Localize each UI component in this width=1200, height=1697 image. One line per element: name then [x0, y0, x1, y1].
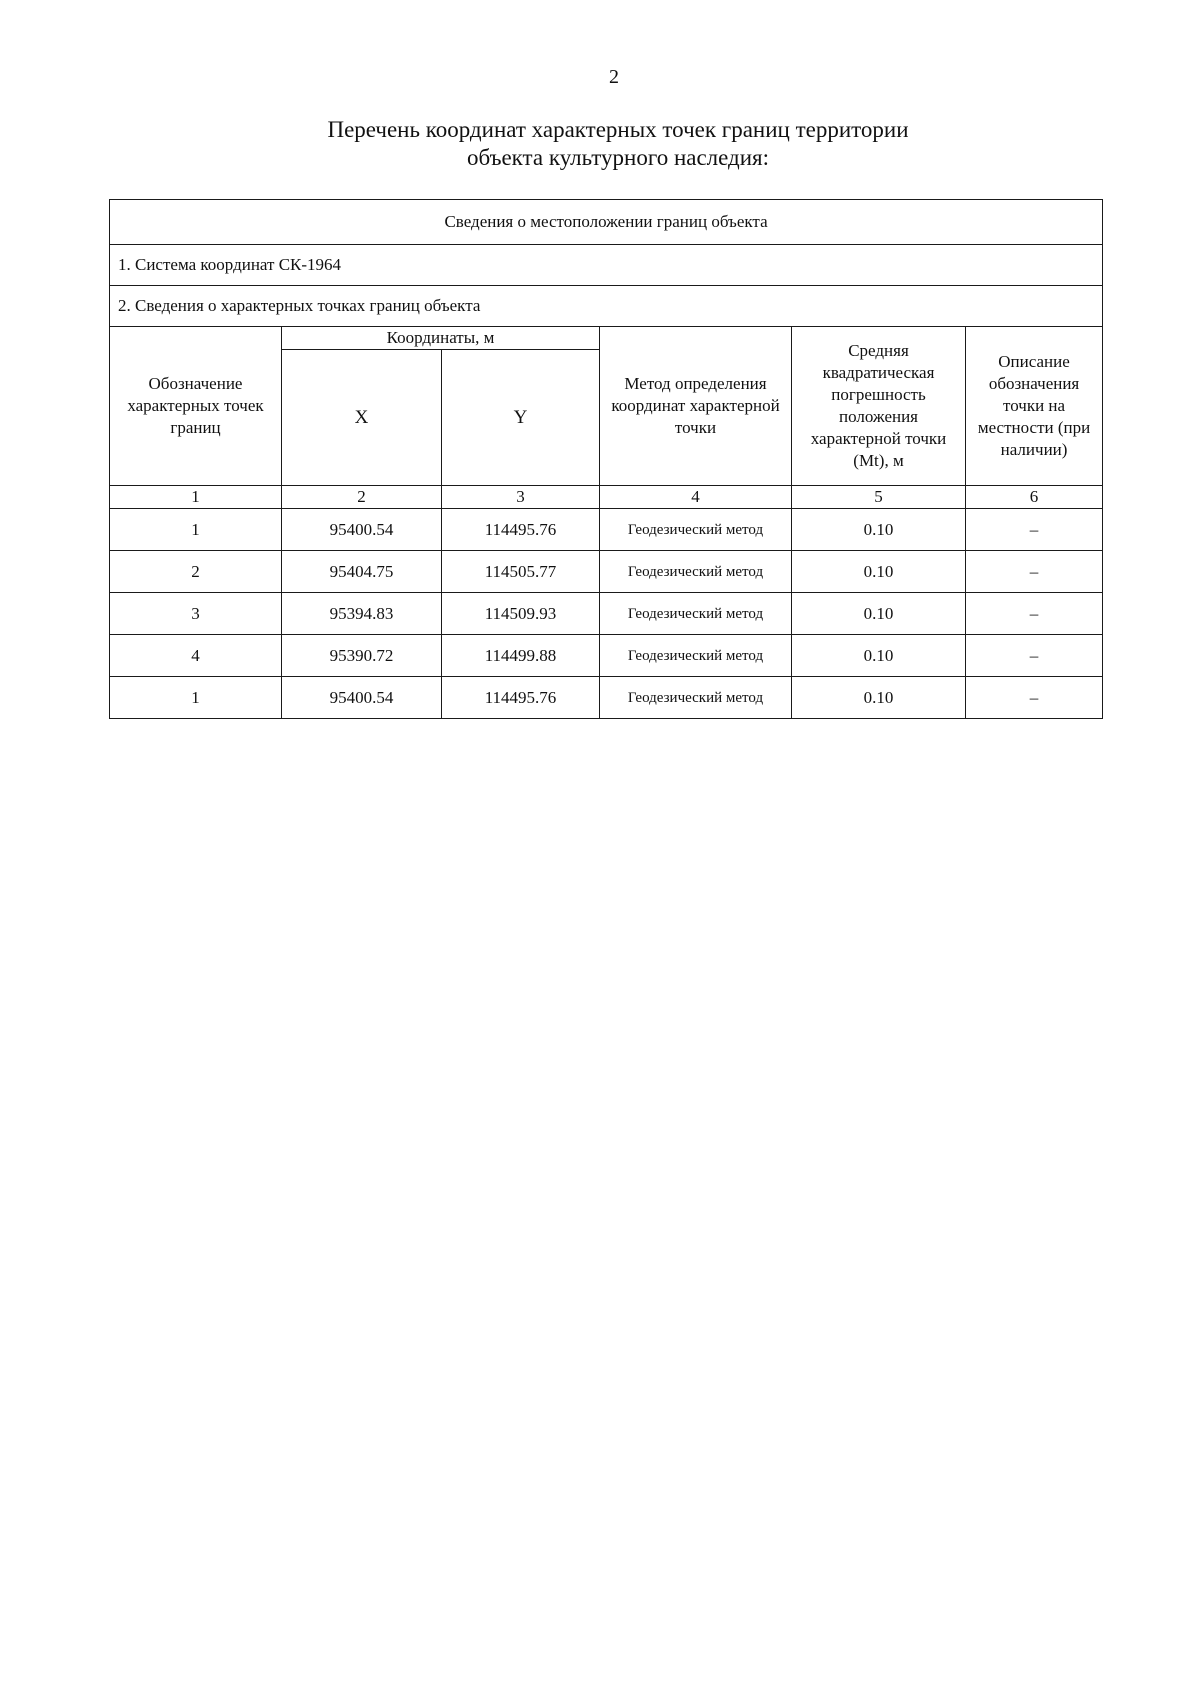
description: –: [966, 677, 1103, 719]
method: Геодезический метод: [600, 677, 792, 719]
header-accuracy-text: Средняя квадратическая погрешность положения характерной точки (Mt), м: [810, 341, 947, 470]
coord-x: 95404.75: [282, 551, 442, 593]
description: –: [966, 509, 1103, 551]
coord-y: 114505.77: [442, 551, 600, 593]
table-row: [110, 509, 1103, 551]
point-number: 2: [110, 551, 282, 593]
table-row: [110, 635, 1103, 677]
description: –: [966, 551, 1103, 593]
column-number: 4: [600, 486, 792, 509]
header-y: Y: [442, 350, 600, 486]
coord-y: 114495.76: [442, 509, 600, 551]
coord-y: 114499.88: [442, 635, 600, 677]
method: Геодезический метод: [600, 635, 792, 677]
column-number: 3: [442, 486, 600, 509]
point-number: 4: [110, 635, 282, 677]
coord-y: 114509.93: [442, 593, 600, 635]
coord-x: 95394.83: [282, 593, 442, 635]
description: –: [966, 593, 1103, 635]
header-x: X: [282, 350, 442, 486]
header-accuracy: [792, 327, 966, 486]
point-number: 1: [110, 677, 282, 719]
points-title: 2. Сведения о характерных точках границ объекта: [110, 286, 1103, 327]
coord-x: 95390.72: [282, 635, 442, 677]
header-method: Метод определения координат характерной точки: [600, 327, 792, 486]
title-line-1: Перечень координат характерных точек границ территории: [327, 117, 909, 142]
page-number: 2: [609, 66, 619, 88]
accuracy: 0.10: [792, 677, 966, 719]
coord-y: 114495.76: [442, 677, 600, 719]
accuracy: 0.10: [792, 593, 966, 635]
header-designation: Обозначение характерных точек границ: [110, 327, 282, 486]
method: Геодезический метод: [600, 593, 792, 635]
column-number: 2: [282, 486, 442, 509]
accuracy: 0.10: [792, 551, 966, 593]
header-coordinates: Координаты, м: [282, 327, 600, 350]
header-description: Описание обозначения точки на местности (при наличии): [966, 327, 1103, 486]
method: Геодезический метод: [600, 509, 792, 551]
coordinates-table: [109, 199, 1103, 719]
point-number: 1: [110, 509, 282, 551]
description: –: [966, 635, 1103, 677]
column-numbers-row: [110, 486, 1103, 509]
title-line-2: объекта культурного наследия:: [466, 145, 770, 170]
method: Геодезический метод: [600, 551, 792, 593]
coord-x: 95400.54: [282, 677, 442, 719]
section-title: Сведения о местоположении границ объекта: [110, 200, 1103, 245]
column-number: 1: [110, 486, 282, 509]
accuracy: 0.10: [792, 509, 966, 551]
table-row: [110, 551, 1103, 593]
table-row: [110, 593, 1103, 635]
document-title: [0, 116, 1200, 172]
column-number: 6: [966, 486, 1103, 509]
coord-system: 1. Система координат СК-1964: [110, 245, 1103, 286]
point-number: 3: [110, 593, 282, 635]
column-number: 5: [792, 486, 966, 509]
table-row: [110, 677, 1103, 719]
coord-x: 95400.54: [282, 509, 442, 551]
accuracy: 0.10: [792, 635, 966, 677]
